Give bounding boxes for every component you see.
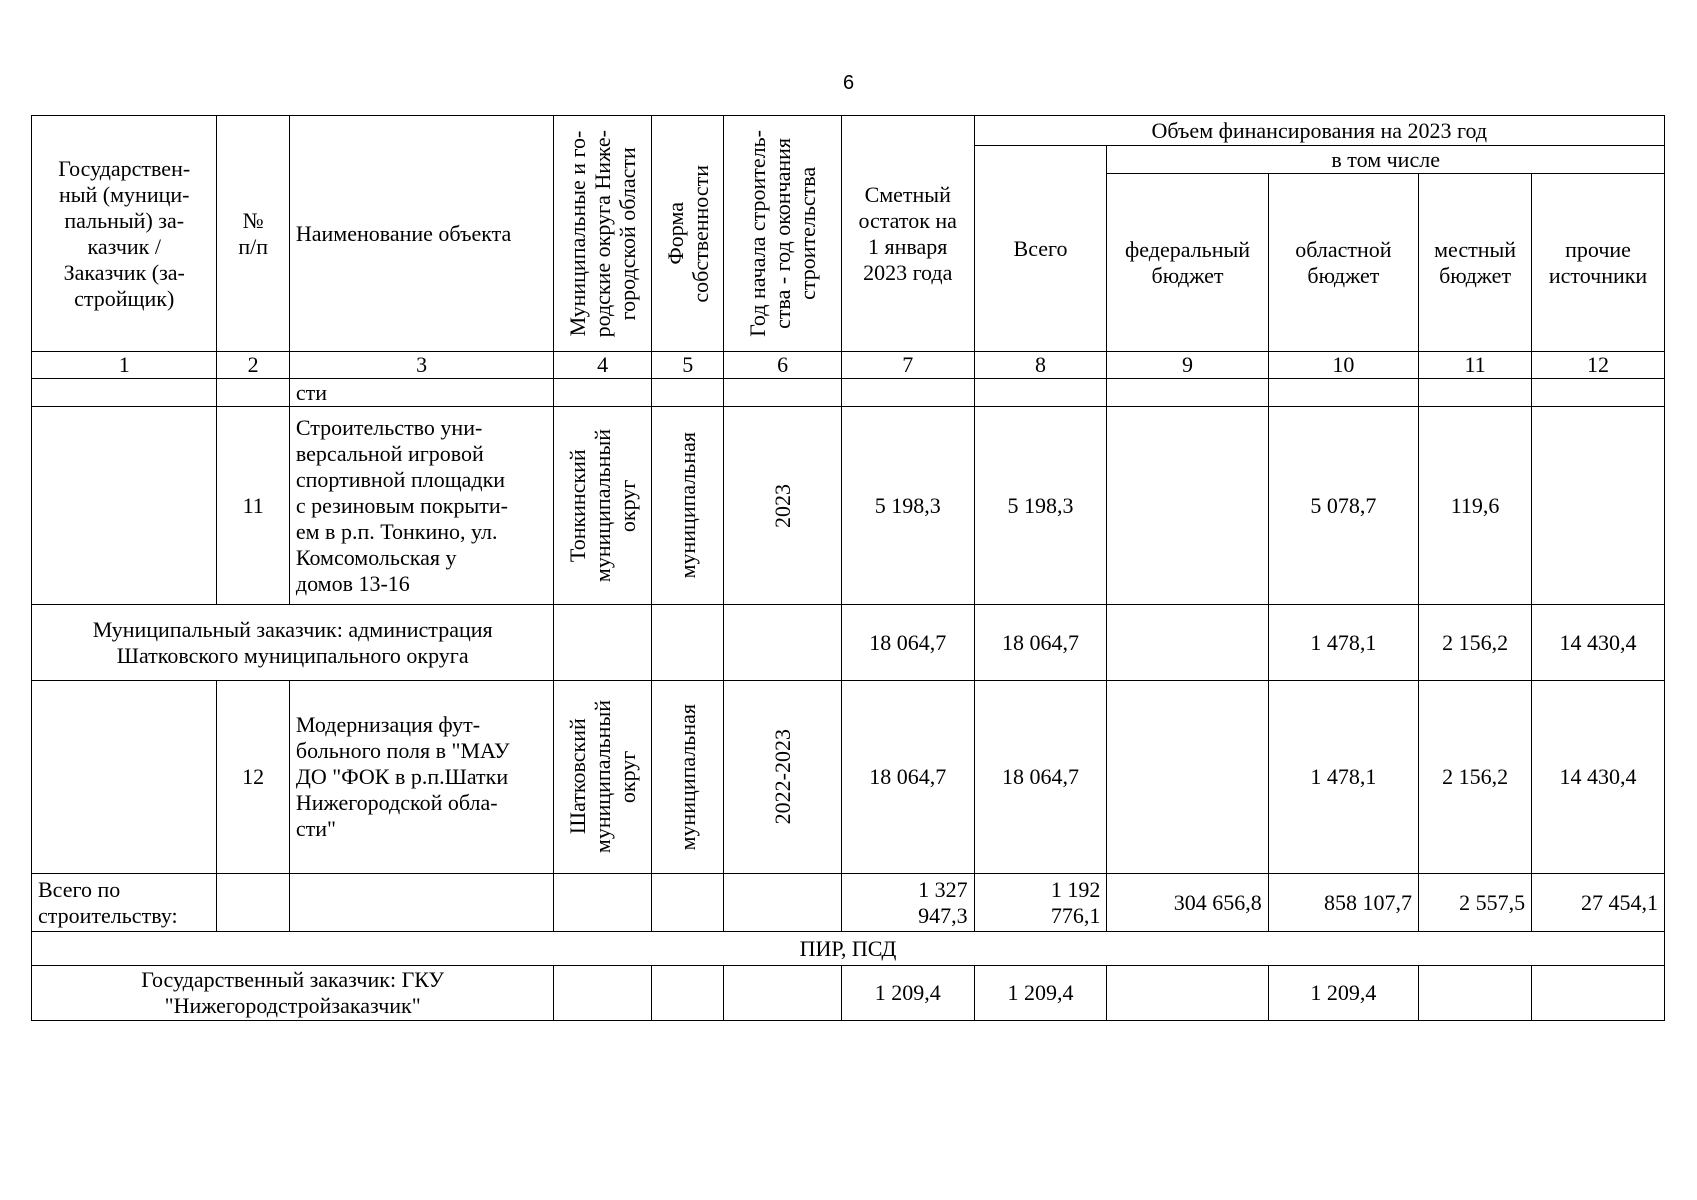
header-including: в том числе — [1107, 146, 1665, 174]
federal-cell — [1107, 681, 1268, 874]
total-construction-row — [32, 874, 1665, 932]
header-remainder: Сметный остаток на 1 января 2023 года — [841, 116, 974, 352]
regional-cell: 1 478,1 — [1268, 681, 1418, 874]
column-numbers-row — [32, 352, 1665, 379]
column-number: 1 — [32, 352, 217, 379]
total-cell: 5 198,3 — [974, 407, 1107, 605]
column-number: 9 — [1107, 352, 1268, 379]
object-name-continuation: сти — [289, 379, 553, 407]
column-number: 8 — [974, 352, 1107, 379]
total-cell: 1 209,4 — [974, 966, 1107, 1021]
customer-row-gku — [32, 966, 1665, 1021]
regional-cell: 1 209,4 — [1268, 966, 1418, 1021]
page-number: 6 — [842, 72, 855, 94]
district-cell: Тонкинский муниципальный округ — [554, 407, 652, 605]
other-cell: 14 430,4 — [1532, 681, 1665, 874]
table-row-11 — [32, 407, 1665, 605]
other-cell: 14 430,4 — [1532, 605, 1665, 681]
remainder-cell: 1 327 947,3 — [841, 874, 974, 932]
federal-cell — [1107, 407, 1268, 605]
ownership-cell: муниципальная — [652, 407, 724, 605]
row-number: 11 — [217, 407, 289, 605]
object-name: Строительство уни- версальной игровой спортивной площадки с резиновым покрыти- ем в р.п. Тонкино, ул. Комсомольская у домов 13-16 — [289, 407, 553, 605]
header-district: Муниципальные и го- родские округа Ниже- городской области — [554, 116, 652, 352]
regional-cell: 5 078,7 — [1268, 407, 1418, 605]
column-number: 10 — [1268, 352, 1418, 379]
federal-cell: 304 656,8 — [1107, 874, 1268, 932]
column-number: 7 — [841, 352, 974, 379]
district-cell: Шатковский муниципальный округ — [554, 681, 652, 874]
continuation-row — [32, 379, 1665, 407]
local-cell: 2 156,2 — [1419, 605, 1532, 681]
customer-label: Муниципальный заказчик: администрация Шатковского муниципального округа — [32, 605, 554, 681]
other-cell — [1532, 407, 1665, 605]
row-number: 12 — [217, 681, 289, 874]
customer-row-shatki — [32, 605, 1665, 681]
regional-cell: 1 478,1 — [1268, 605, 1418, 681]
regional-cell: 858 107,7 — [1268, 874, 1418, 932]
total-cell: 1 192 776,1 — [974, 874, 1107, 932]
years-cell: 2022-2023 — [724, 681, 841, 874]
local-cell: 119,6 — [1419, 407, 1532, 605]
total-cell: 18 064,7 — [974, 681, 1107, 874]
header-federal: федеральный бюджет — [1107, 174, 1268, 352]
header-number: № п/п — [217, 116, 289, 352]
years-cell: 2023 — [724, 407, 841, 605]
column-number: 3 — [289, 352, 553, 379]
header-customer: Государствен- ный (муници- пальный) за- казчик / Заказчик (за- стройщик) — [32, 116, 217, 352]
header-other: прочие источники — [1532, 174, 1665, 352]
header-financing-group: Объем финансирования на 2023 год — [974, 116, 1664, 146]
section-title: ПИР, ПСД — [32, 932, 1665, 966]
customer-label: Государственный заказчик: ГКУ "Нижегородстройзаказчик" — [32, 966, 554, 1021]
table-row-12 — [32, 681, 1665, 874]
object-name: Модернизация фут- больного поля в "МАУ ДО "ФОК в р.п.Шатки Нижегородской обла- сти" — [289, 681, 553, 874]
header-local: местный бюджет — [1419, 174, 1532, 352]
section-row-pir — [32, 932, 1665, 966]
remainder-cell: 18 064,7 — [841, 681, 974, 874]
total-label: Всего по строительству: — [32, 874, 217, 932]
column-number: 4 — [554, 352, 652, 379]
header-years: Год начала строитель- ства - год окончания строительства — [724, 116, 841, 352]
ownership-cell: муниципальная — [652, 681, 724, 874]
column-number: 11 — [1419, 352, 1532, 379]
header-row-1 — [32, 116, 1665, 146]
local-cell: 2 156,2 — [1419, 681, 1532, 874]
header-object-name: Наименование объекта — [289, 116, 553, 352]
column-number: 5 — [652, 352, 724, 379]
header-total: Всего — [974, 146, 1107, 352]
column-number: 2 — [217, 352, 289, 379]
column-number: 6 — [724, 352, 841, 379]
financing-table — [31, 115, 1665, 1021]
column-number: 12 — [1532, 352, 1665, 379]
other-cell: 27 454,1 — [1532, 874, 1665, 932]
local-cell: 2 557,5 — [1419, 874, 1532, 932]
remainder-cell: 18 064,7 — [841, 605, 974, 681]
header-regional: областной бюджет — [1268, 174, 1418, 352]
header-ownership: Форма собственности — [652, 116, 724, 352]
remainder-cell: 5 198,3 — [841, 407, 974, 605]
total-cell: 18 064,7 — [974, 605, 1107, 681]
remainder-cell: 1 209,4 — [841, 966, 974, 1021]
